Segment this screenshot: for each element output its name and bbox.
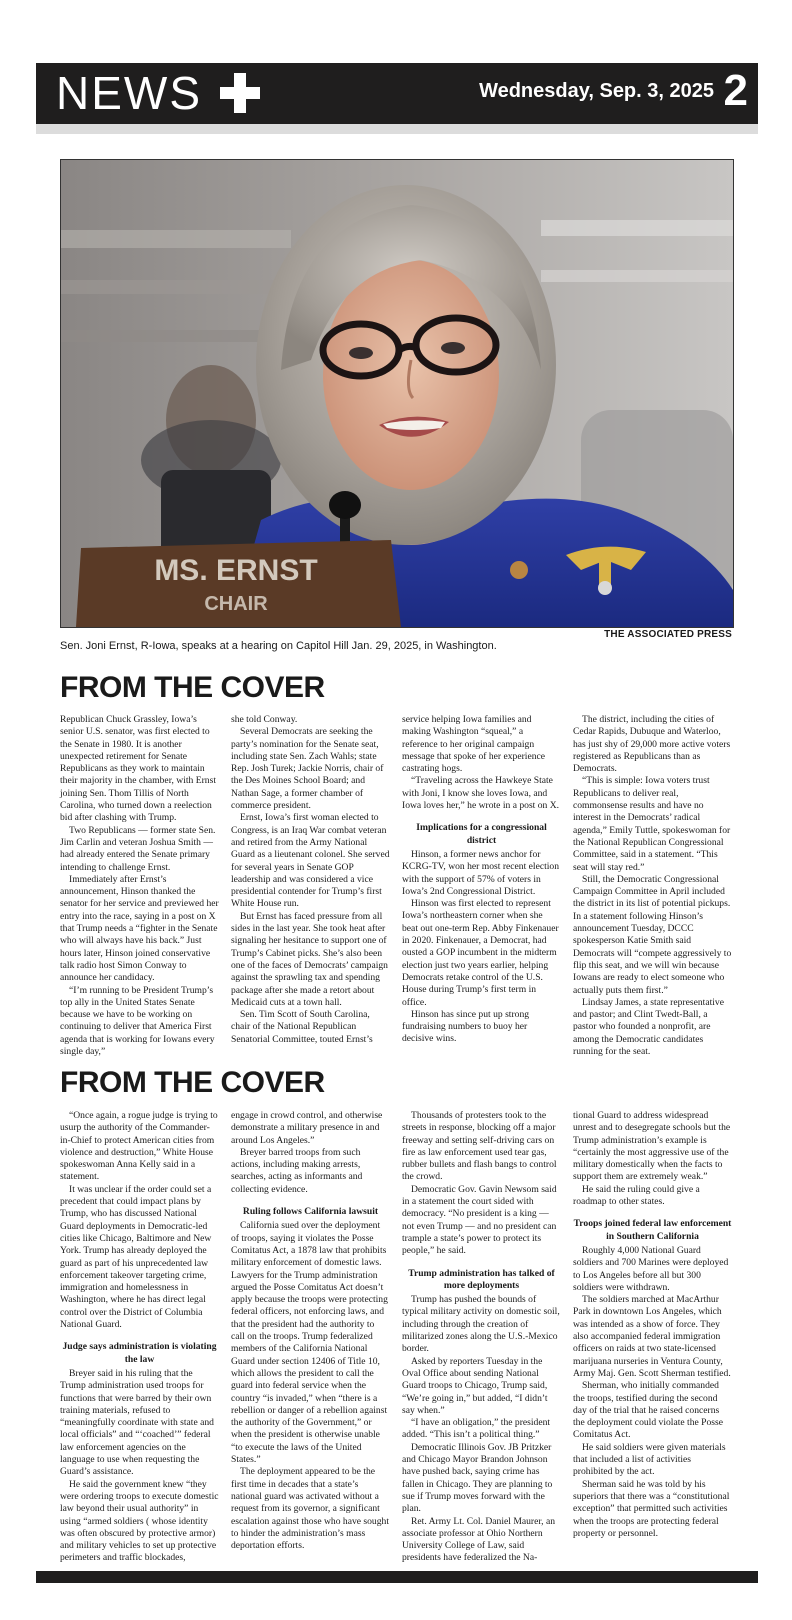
paragraph: “This is simple: Iowa voters trust Republicans to deliver real, commonsense results and have no interest in the Democrats’ radical agenda,” Emily Tuttle, spokeswoman for the National Republican Congressional Committee, said in a statement. “This seat will stay red.” (573, 775, 731, 873)
paragraph: Ret. Army Lt. Col. Daniel Maurer, an associate professor at Ohio Northern University College of Law, said presidents have federalized the Na- (402, 1515, 556, 1564)
paragraph: Sherman said he was told by his superiors that there was a “constitutional exception” that permitted such activities when the troops are protecting federal property or personnel. (573, 1478, 730, 1539)
paragraph: Ernst, Iowa’s first woman elected to Congress, is an Iraq War combat veteran and retired from the Army National Guard as a lieutenant colonel. She served for several years in Senate GOP leadership and was considered a vice presidential contender for Trump’s first White House run. (231, 812, 390, 910)
story-1-column-1 (60, 714, 219, 1058)
subheading: Implications for a congressional district (416, 822, 547, 846)
paragraph: “I’m running to be President Trump’s top ally in the United States Senate because we have to be working on continuing to deliver that America First agenda that is working for Iowans every single day,” (60, 984, 215, 1058)
photo-illustration (61, 160, 733, 627)
paragraph: He said soldiers were given materials that included a list of activities prohibited by the act. (573, 1441, 726, 1478)
story-2-columns (60, 1110, 732, 1565)
nameplate-name: MS. ERNST (154, 554, 318, 587)
paragraph: Hinson has since put up strong fundraising numbers to buoy her decisive wins. (402, 1008, 530, 1045)
photo-credit: THE ASSOCIATED PRESS (604, 629, 732, 640)
paragraph: “Once again, a rogue judge is trying to usurp the authority of the Commander-in-Chief to protect American cities from violence and destruction,” White House spokeswoman Anna Kelly said in a statement. (60, 1110, 218, 1183)
masthead (36, 63, 758, 124)
story-2-column-3 (402, 1110, 561, 1565)
paragraph: He said the government knew “they were ordering troops to execute domestic law beyond their usual authority” in using “armed soldiers ( whose identity was often obscured by protective armor) and military vehicles to set up protective perimeters and traffic blockades, (60, 1478, 219, 1564)
section-heading-2: FROM THE COVER (60, 1066, 325, 1099)
paragraph: “Traveling across the Hawkeye State with Joni, I know she loves Iowa, and Iowa loves her,” he wrote in a post on X. (402, 775, 560, 812)
subheading: Ruling follows California lawsuit (242, 1206, 379, 1218)
paragraph: The soldiers marched at MacArthur Park in downtown Los Angeles, which was intended as a show of force. They also accompanied federal immigration officers on raids at two state-licensed marijuana nurseries in Ventura County, Army Maj. Gen. Scott Sherman testified. (573, 1294, 731, 1379)
paragraph: California sued over the deployment of troops, saying it violates the Posse Comitatus Act, a 1878 law that prohibits military enforcement of domestic laws. Lawyers for the Trump administration argued the Posse Comitatus Act doesn’t apply because the troops were protecting federal officers, not enforcing laws, and that the president had the authority to call on the troops. Trump federalized members of the California National Guard under section 12406 of Title 10, which allows the president to call the guard into federal service when the country “is invaded,” when “there is a rebellion or danger of a rebellion against the authority of the Government,” or when the president is otherwise unable “to execute the laws of the United States.” (231, 1220, 388, 1466)
brand-logo[interactable] (56, 67, 260, 119)
paragraph: “I have an obligation,” the president added. “This isn’t a political thing.” (402, 1417, 551, 1441)
paragraph: engage in crowd control, and otherwise demonstrate a military presence in and around Los Angeles.” (231, 1110, 383, 1146)
paragraph: Lindsay James, a state representative and pastor; and Clint Twedt-Ball, a pastor who founded a nonprofit, are among the Democratic candidates running for the seat. (573, 996, 724, 1058)
plus-icon (220, 73, 260, 113)
paragraph: she told Conway. (231, 714, 298, 725)
subheading: Judge says administration is violating the law (62, 1341, 217, 1365)
story-1-column-2 (231, 714, 390, 1058)
dateline: Wednesday, Sep. 3, 2025 (479, 80, 714, 102)
page-number: 2 (723, 66, 748, 115)
paragraph: Sherman, who initially commanded the troops, testified during the second day of the trial that he raised concerns the deployment could violate the Posse Comitatus Act. (573, 1380, 724, 1441)
paragraph: Breyer said in his ruling that the Trump administration used troops for functions that were barred by their own training materials, refused to “meaningfully coordinate with state and local officials” and “‘coached’” federal law enforcement agencies on the language to use when requesting the Guard’s assistance. (60, 1367, 214, 1478)
story-1-column-4 (573, 714, 732, 1058)
story-2-column-1 (60, 1110, 219, 1565)
paragraph: Democratic Illinois Gov. JB Pritzker and Chicago Mayor Brandon Johnson have pushed back, saying crime has fallen in Chicago. They are planning to sue if Trump moves forward with the plan. (402, 1441, 553, 1515)
lead-photo (60, 159, 734, 628)
paragraph: Hinson, a former news anchor for KCRG-TV, won her most recent election with the support of 57% of voters in Iowa’s 2nd Congressional District. (402, 848, 560, 897)
paragraph: Republican Chuck Grassley, Iowa’s senior U.S. senator, was first elected to the Senate in 1980. It is another unexpected retirement for Senate Republicans as they work to maintain their majority in the chamber, with Ernst joining Sen. Thom Tillis of North Carolina, who turned down a reelection bid after clashing with Trump. (60, 714, 217, 824)
paragraph: tional Guard to address widespread unrest and to desegregate schools but the Trump administration’s example is “certainly the most aggressive use of the military domestically when the facts to support them are extremely weak.” (573, 1110, 731, 1183)
footer-bar (36, 1571, 758, 1583)
paragraph: Immediately after Ernst’s announcement, Hinson thanked the senator for her service and previewed her entry into the race, saying in a post on X that Trump needs a “fighter in the Senate who will always have his back.” Just hours later, Hinson joined conservative talk radio host Simon Conway to announce her candidacy. (60, 873, 219, 984)
paragraph: It was unclear if the order could set a precedent that could impact plans by Trump, who has discussed National Guard deployments in Democratic-led cities like Chicago, Baltimore and New York. Trump has already deployed the guard as part of his unprecedented law enforcement takeover targeting crime, immigration and homelessness in Washington, where he has direct legal control over the District of Columbia National Guard. (60, 1183, 212, 1331)
story-1-column-3 (402, 714, 561, 1058)
paragraph: Sen. Tim Scott of South Carolina, chair of the National Republican Senatorial Committee, touted Ernst’s (231, 1009, 373, 1045)
photo-caption: Sen. Joni Ernst, R-Iowa, speaks at a hearing on Capitol Hill Jan. 29, 2025, in Washington. (60, 640, 497, 652)
nameplate-title: CHAIR (204, 593, 268, 615)
story-2-column-4 (573, 1110, 732, 1565)
paragraph: Thousands of protesters took to the streets in response, blocking off a major freeway and setting self-driving cars on fire as law enforcement used tear gas, rubber bullets and flash bangs to control the crowd. (402, 1110, 557, 1183)
paragraph: Still, the Democratic Congressional Campaign Committee in April included the district in its list of potential pickups. In a statement following Hinson’s announcement Tuesday, DCCC spokesperson Katie Smith said Democrats will “compete aggressively to flip this seat, and we will win because Iowans are ready to elect someone who actually puts them first.” (573, 873, 732, 996)
paragraph: Democratic Gov. Gavin Newsom said in a statement the court sided with democracy. “No president is a king — not even Trump — and no president can trample a state’s power to protect its people,” he said. (402, 1183, 557, 1257)
story-1-columns (60, 714, 732, 1058)
paragraph: Hinson was first elected to represent Iowa’s northeastern corner when she beat out one-term Rep. Abby Finkenauer in 2020. Finkenauer, a Democrat, had ousted a GOP incumbent in the midterm election just two years earlier, helping Democrats retake control of the U.S. House during Trump’s first term in office. (402, 898, 559, 1008)
story-2-column-2 (231, 1110, 390, 1565)
paragraph: Two Republicans — former state Sen. Jim Carlin and veteran Joshua Smith — had already entered the Senate primary intending to challenge Ernst. (60, 824, 216, 873)
paragraph: Breyer barred troops from such actions, including making arrests, searches, acting as informants and collecting evidence. (231, 1146, 363, 1195)
subheading: Troops joined federal law enforcement in Southern California (573, 1218, 732, 1242)
masthead-rule (36, 124, 758, 134)
paragraph: The deployment appeared to be the first time in decades that a state’s national guard was activated without a request from its governor, a significant escalation against those who have sought to hinder the administration’s mass deportation efforts. (231, 1466, 389, 1552)
paragraph: The district, including the cities of Cedar Rapids, Dubuque and Waterloo, has just shy of 29,000 more active voters registered as Republicans than as Democrats. (573, 714, 731, 775)
brand-wordmark: NEWS (56, 67, 202, 119)
paragraph: But Ernst has faced pressure from all sides in the last year. She took heat after signaling her hesitance to support one of Trump’s Cabinet picks. She’s also been one of the faces of Democrats’ campaign against the sprawling tax and spending package after she made a retort about Medicaid cuts at a town hall. (231, 910, 388, 1008)
paragraph: service helping Iowa families and making Washington “squeal,” a reference to her original campaign message that spoke of her experience castrating hogs. (402, 714, 546, 775)
paragraph: Roughly 4,000 National Guard soldiers and 700 Marines were deployed to Los Angeles before all but 300 soldiers were withdrawn. (573, 1244, 729, 1293)
paragraph: Asked by reporters Tuesday in the Oval Office about sending National Guard troops to Chicago, Trump said, “We’re going in,” but added, “I didn’t say when.” (402, 1355, 548, 1416)
paragraph: He said the ruling could give a roadmap to other states. (573, 1183, 700, 1208)
subheading: Trump administration has talked of more deployments (408, 1267, 555, 1291)
paragraph: Several Democrats are seeking the party’s nomination for the Senate seat, including state Sen. Zach Wahls; state Rep. Josh Turek; Jackie Norris, chair of the Des Moines School Board; and Nathan Sage, a former chamber of commerce president. (231, 726, 384, 812)
paragraph: Trump has pushed the bounds of typical military activity on domestic soil, including through the creation of militarized zones along the U.S.-Mexico border. (402, 1294, 560, 1355)
section-heading-1: FROM THE COVER (60, 671, 325, 704)
